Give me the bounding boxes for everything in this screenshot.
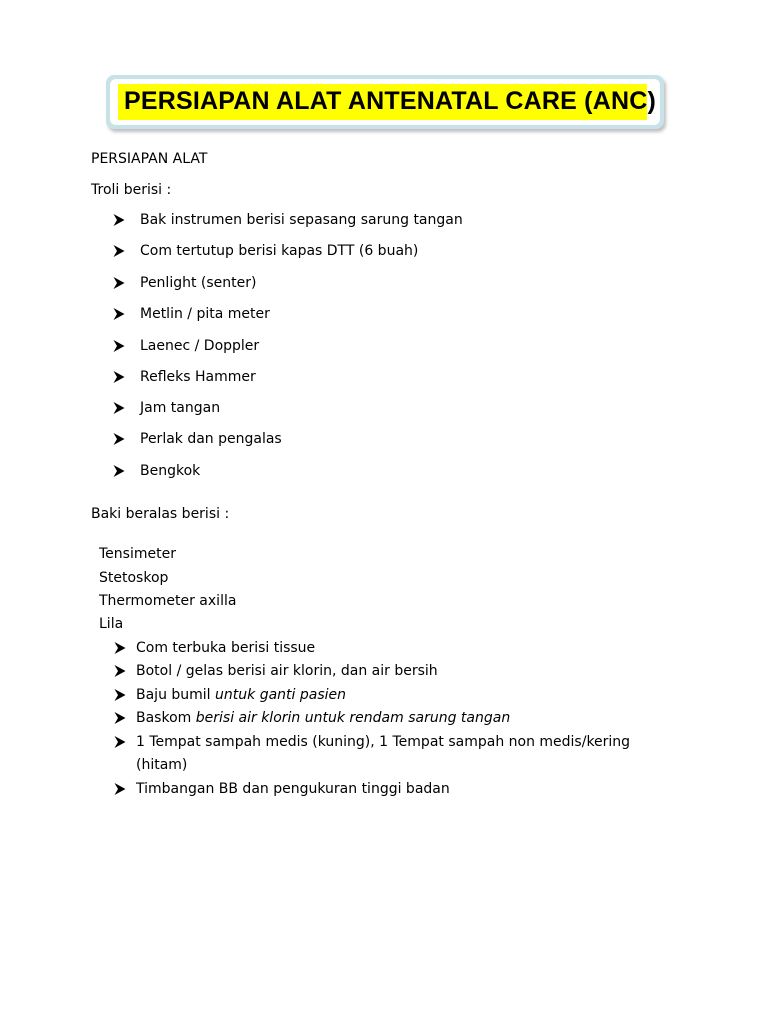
arrow-bullet-icon — [113, 401, 125, 415]
arrow-bullet-icon — [114, 711, 126, 725]
list-item-continuation: (hitam) — [136, 757, 188, 773]
baki-heading: Baki beralas berisi : — [91, 506, 230, 522]
arrow-bullet-icon — [113, 307, 125, 321]
list-item-italic: berisi air klorin untuk rendam sarung tangan — [195, 710, 511, 726]
list-item-text — [136, 709, 510, 727]
plain-item: Thermometer axilla — [99, 593, 237, 609]
list-item-text: Metlin / pita meter — [140, 306, 270, 322]
list-item-text: Penlight (senter) — [140, 275, 257, 291]
list-item-plain: Baju bumil — [136, 687, 216, 703]
list-item-text: Com terbuka berisi tissue — [136, 640, 316, 656]
list-item-text: Jam tangan — [140, 400, 221, 416]
list-item-text: 1 Tempat sampah medis (kuning), 1 Tempat sampah non medis/kering — [136, 734, 631, 750]
page-title: PERSIAPAN ALAT ANTENATAL CARE (ANC) — [118, 84, 647, 120]
arrow-bullet-icon — [113, 213, 125, 227]
arrow-bullet-icon — [113, 339, 125, 353]
list-item-text: Botol / gelas berisi air klorin, dan air bersih — [136, 663, 438, 679]
section-heading: PERSIAPAN ALAT — [91, 151, 208, 167]
list-item-text: Com tertutup berisi kapas DTT (6 buah) — [140, 243, 419, 259]
list-item-text: Bak instrumen berisi sepasang sarung tangan — [140, 212, 463, 228]
list-item-text: Bengkok — [140, 463, 201, 479]
arrow-bullet-icon — [113, 370, 125, 384]
arrow-bullet-icon — [113, 432, 125, 446]
arrow-bullet-icon — [114, 735, 126, 749]
arrow-bullet-icon — [114, 664, 126, 678]
list-item-text: Perlak dan pengalas — [140, 431, 282, 447]
arrow-bullet-icon — [113, 276, 125, 290]
list-item-text: Timbangan BB dan pengukuran tinggi badan — [136, 781, 450, 797]
list-item-text: Laenec / Doppler — [140, 338, 260, 354]
list-item-text — [136, 686, 346, 704]
arrow-bullet-icon — [113, 244, 125, 258]
list-item-plain: Baskom — [136, 710, 196, 726]
arrow-bullet-icon — [114, 688, 126, 702]
plain-item: Lila — [99, 616, 124, 632]
list-item-text: Refleks Hammer — [140, 369, 256, 385]
arrow-bullet-icon — [114, 782, 126, 796]
plain-item: Stetoskop — [99, 570, 169, 586]
troli-heading: Troli berisi : — [91, 182, 172, 198]
arrow-bullet-icon — [113, 464, 125, 478]
plain-item: Tensimeter — [99, 546, 176, 562]
list-item-italic: untuk ganti pasien — [215, 687, 347, 703]
arrow-bullet-icon — [114, 641, 126, 655]
